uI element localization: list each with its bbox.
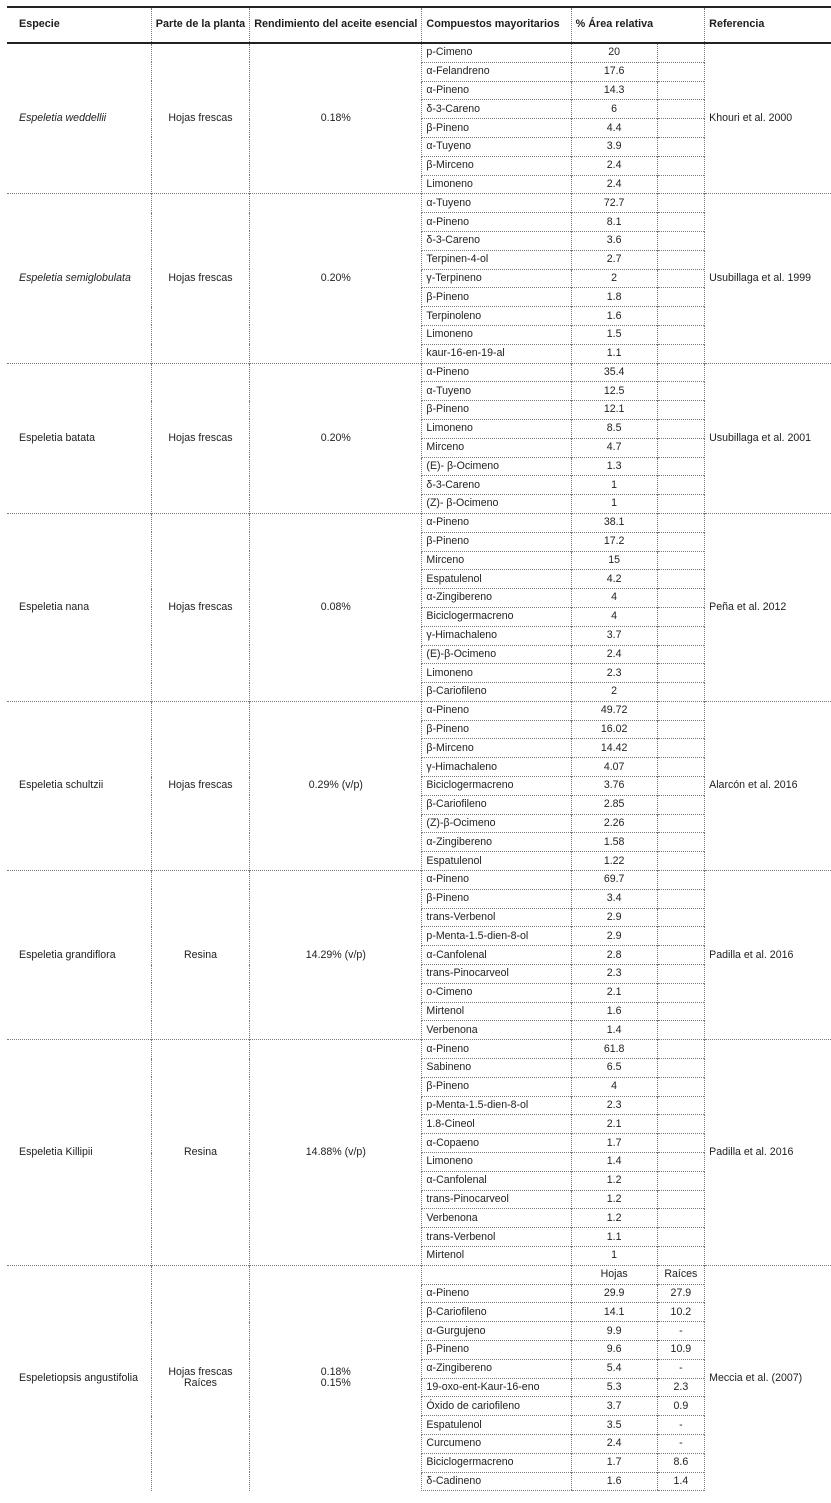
compound-area-2	[657, 62, 705, 81]
compound-area: 1.3	[571, 457, 657, 476]
compound-area-hojas: 1.6	[571, 1472, 657, 1491]
compound-name: α-Zingibereno	[422, 1359, 571, 1378]
compound-area-hojas: 1.7	[571, 1453, 657, 1472]
compound-area: 1.1	[571, 1228, 657, 1247]
reference-cell: Alarcón et al. 2016	[705, 701, 831, 870]
compound-name: α-Pineno	[422, 1040, 571, 1059]
compound-area-raices: 1.4	[657, 1472, 705, 1491]
plant-part-cell: Resina	[151, 1040, 249, 1266]
essential-oil-table	[7, 6, 831, 1491]
compound-area-2	[657, 739, 705, 758]
compound-name: p-Menta-1.5-dien-8-ol	[422, 1096, 571, 1115]
header-empty	[657, 7, 705, 43]
compound-area: 3.76	[571, 777, 657, 796]
compound-name: α-Pineno	[422, 1284, 571, 1303]
yield-line: 0.15%	[320, 1377, 351, 1390]
header-parte: Parte de la planta	[151, 7, 249, 43]
compound-area-2	[657, 401, 705, 420]
compound-area-2	[657, 495, 705, 514]
plant-part-cell: Hojas frescas	[151, 701, 249, 870]
compound-area-2	[657, 833, 705, 852]
compound-area: 6	[571, 100, 657, 119]
compound-area-2	[657, 777, 705, 796]
compound-name: Curcumeno	[422, 1434, 571, 1453]
compound-area-2	[657, 1077, 705, 1096]
compound-area: 1.2	[571, 1171, 657, 1190]
compound-area-hojas: 5.3	[571, 1378, 657, 1397]
compound-area-2	[657, 156, 705, 175]
compound-area-hojas: 3.5	[571, 1416, 657, 1435]
compound-area: 2.9	[571, 908, 657, 927]
compound-area-2	[657, 43, 705, 62]
compound-name: trans-Pinocarveol	[422, 1190, 571, 1209]
compound-area: 3.4	[571, 889, 657, 908]
compound-area: 1.4	[571, 1021, 657, 1040]
reference-cell: Padilla et al. 2016	[705, 1040, 831, 1266]
compound-name: β-Pineno	[422, 720, 571, 739]
species-cell: Espeletia semiglobulata	[7, 194, 151, 363]
compound-name: Mirtenol	[422, 1247, 571, 1266]
compound-area-raices: -	[657, 1434, 705, 1453]
table-row	[7, 363, 831, 382]
compound-area-2	[657, 175, 705, 194]
compound-name: γ-Terpineno	[422, 269, 571, 288]
compound-name: β-Pineno	[422, 1340, 571, 1359]
compound-name: β-Cariofileno	[422, 683, 571, 702]
compound-area: 1.2	[571, 1190, 657, 1209]
compound-area-2	[657, 250, 705, 269]
compound-area-2	[657, 344, 705, 363]
compound-name	[422, 1265, 571, 1284]
sub-header-hojas: Hojas	[571, 1265, 657, 1284]
compound-area: 4	[571, 589, 657, 608]
compound-area: 2.3	[571, 965, 657, 984]
compound-area-2	[657, 1115, 705, 1134]
reference-cell: Khouri et al. 2000	[705, 43, 831, 194]
compound-name: α-Gurgujeno	[422, 1322, 571, 1341]
compound-name: Mirtenol	[422, 1002, 571, 1021]
compound-name: Espatulenol	[422, 852, 571, 871]
compound-name: α-Canfolenal	[422, 1171, 571, 1190]
compound-name: 19-oxo-ent-Kaur-16-eno	[422, 1378, 571, 1397]
compound-area: 14.42	[571, 739, 657, 758]
reference-cell: Peña et al. 2012	[705, 513, 831, 701]
table-row	[7, 871, 831, 890]
compound-name: o-Cimeno	[422, 983, 571, 1002]
plant-part-cell: Hojas frescas	[151, 194, 249, 363]
compound-area-2	[657, 871, 705, 890]
compound-area: 8.5	[571, 419, 657, 438]
compound-area: 2.9	[571, 927, 657, 946]
compound-name: Biciclogermacreno	[422, 607, 571, 626]
compound-area: 1	[571, 476, 657, 495]
compound-area-2	[657, 1096, 705, 1115]
compound-name: trans-Pinocarveol	[422, 965, 571, 984]
compound-area: 2	[571, 683, 657, 702]
compound-area-raices: 2.3	[657, 1378, 705, 1397]
compound-area-raices: -	[657, 1416, 705, 1435]
compound-name: Óxido de cariofileno	[422, 1397, 571, 1416]
compound-name: α-Pineno	[422, 363, 571, 382]
compound-area: 1.22	[571, 852, 657, 871]
compound-name: α-Tuyeno	[422, 194, 571, 213]
compound-area-hojas: 14.1	[571, 1303, 657, 1322]
compound-area-2	[657, 382, 705, 401]
compound-name: β-Mirceno	[422, 739, 571, 758]
compound-area: 2.4	[571, 175, 657, 194]
compound-area: 35.4	[571, 363, 657, 382]
compound-area: 2	[571, 269, 657, 288]
compound-area-2	[657, 908, 705, 927]
compound-area-hojas: 2.4	[571, 1434, 657, 1453]
compound-name: δ-Cadineno	[422, 1472, 571, 1491]
yield-cell: 0.18%	[250, 43, 422, 194]
compound-name: trans-Verbenol	[422, 1228, 571, 1247]
compound-area: 14.3	[571, 81, 657, 100]
compound-area: 1.8	[571, 288, 657, 307]
yield-cell: 14.29% (v/p)	[250, 871, 422, 1040]
compound-area: 17.6	[571, 62, 657, 81]
species-cell: Espeletia nana	[7, 513, 151, 701]
compound-area-2	[657, 513, 705, 532]
compound-area-2	[657, 645, 705, 664]
compound-area: 49.72	[571, 701, 657, 720]
compound-name: Sabineno	[422, 1059, 571, 1078]
compound-area-2	[657, 795, 705, 814]
compound-area-hojas: 5.4	[571, 1359, 657, 1378]
compound-area: 4.2	[571, 570, 657, 589]
compound-name: Limoneno	[422, 175, 571, 194]
compound-name: α-Pineno	[422, 701, 571, 720]
compound-area: 4	[571, 1077, 657, 1096]
compound-area: 20	[571, 43, 657, 62]
species-cell: Espeletiopsis angustifolia	[7, 1265, 151, 1491]
compound-area-2	[657, 720, 705, 739]
compound-area-raices: 8.6	[657, 1453, 705, 1472]
compound-area-raices: 10.9	[657, 1340, 705, 1359]
compound-area: 1.4	[571, 1153, 657, 1172]
compound-name: (E)- β-Ocimeno	[422, 457, 571, 476]
compound-area-2	[657, 419, 705, 438]
compound-area-2	[657, 1134, 705, 1153]
compound-area-2	[657, 1021, 705, 1040]
compound-area-2	[657, 476, 705, 495]
compound-name: Biciclogermacreno	[422, 1453, 571, 1472]
plant-part-cell	[151, 1265, 249, 1491]
compound-area-2	[657, 288, 705, 307]
compound-name: β-Cariofileno	[422, 795, 571, 814]
compound-area: 1	[571, 1247, 657, 1266]
compound-area: 4.07	[571, 758, 657, 777]
compound-area-raices: 27.9	[657, 1284, 705, 1303]
compound-name: α-Pineno	[422, 213, 571, 232]
compound-name: β-Pineno	[422, 889, 571, 908]
compound-area-2	[657, 1228, 705, 1247]
compound-area: 2.4	[571, 645, 657, 664]
compound-name: trans-Verbenol	[422, 908, 571, 927]
sub-header-row	[7, 1265, 831, 1284]
compound-area-2	[657, 1153, 705, 1172]
reference-cell: Usubillaga et al. 1999	[705, 194, 831, 363]
compound-name: Limoneno	[422, 419, 571, 438]
compound-area-2	[657, 363, 705, 382]
compound-name: Terpinen-4-ol	[422, 250, 571, 269]
compound-area-2	[657, 664, 705, 683]
compound-name: (E)-β-Ocimeno	[422, 645, 571, 664]
compound-area-2	[657, 683, 705, 702]
compound-area: 2.85	[571, 795, 657, 814]
compound-name: α-Zingibereno	[422, 589, 571, 608]
compound-name: α-Zingibereno	[422, 833, 571, 852]
compound-area-hojas: 3.7	[571, 1397, 657, 1416]
compound-area-2	[657, 852, 705, 871]
compound-area: 2.26	[571, 814, 657, 833]
compound-area: 12.1	[571, 401, 657, 420]
plant-part-cell: Resina	[151, 871, 249, 1040]
compound-name: β-Cariofileno	[422, 1303, 571, 1322]
compound-area: 1.5	[571, 325, 657, 344]
plant-part-cell: Hojas frescas	[151, 513, 249, 701]
compound-name: Espatulenol	[422, 570, 571, 589]
compound-area-2	[657, 701, 705, 720]
yield-cell	[250, 1265, 422, 1491]
compound-name: β-Pineno	[422, 288, 571, 307]
compound-name: p-Cimeno	[422, 43, 571, 62]
compound-name: β-Mirceno	[422, 156, 571, 175]
compound-name: Mirceno	[422, 551, 571, 570]
compound-name: 1.8-Cineol	[422, 1115, 571, 1134]
compound-area-2	[657, 81, 705, 100]
compound-name: α-Copaeno	[422, 1134, 571, 1153]
reference-cell: Meccia et al. (2007)	[705, 1265, 831, 1491]
compound-name: Terpinoleno	[422, 307, 571, 326]
compound-name: α-Tuyeno	[422, 382, 571, 401]
compound-area-raices: -	[657, 1322, 705, 1341]
compound-area: 2.3	[571, 664, 657, 683]
yield-cell: 0.29% (v/p)	[250, 701, 422, 870]
yield-cell: 0.20%	[250, 363, 422, 513]
compound-area-2	[657, 1190, 705, 1209]
compound-area-2	[657, 1059, 705, 1078]
compound-area-2	[657, 1040, 705, 1059]
yield-cell: 0.08%	[250, 513, 422, 701]
compound-area-2	[657, 946, 705, 965]
species-cell: Espeletia grandiflora	[7, 871, 151, 1040]
reference-cell: Padilla et al. 2016	[705, 871, 831, 1040]
yield-line: 0.18%	[320, 1366, 351, 1379]
compound-area-2	[657, 589, 705, 608]
compound-area: 1.58	[571, 833, 657, 852]
compound-name: δ-3-Careno	[422, 476, 571, 495]
compound-area-2	[657, 137, 705, 156]
compound-name: Verbenona	[422, 1021, 571, 1040]
compound-area: 3.7	[571, 626, 657, 645]
compound-name: α-Canfolenal	[422, 946, 571, 965]
species-cell: Espeletia weddellii	[7, 43, 151, 194]
compound-area: 1.6	[571, 307, 657, 326]
compound-name: Limoneno	[422, 1153, 571, 1172]
compound-area-2	[657, 231, 705, 250]
compound-area: 1.7	[571, 1134, 657, 1153]
compound-area-2	[657, 889, 705, 908]
compound-area-2	[657, 438, 705, 457]
compound-area-2	[657, 1002, 705, 1021]
compound-area-2	[657, 983, 705, 1002]
compound-area: 1.2	[571, 1209, 657, 1228]
compound-area-2	[657, 307, 705, 326]
compound-area: 8.1	[571, 213, 657, 232]
table-row	[7, 43, 831, 62]
compound-area: 2.3	[571, 1096, 657, 1115]
species-cell: Espeletia batata	[7, 363, 151, 513]
compound-name: α-Tuyeno	[422, 137, 571, 156]
species-cell: Espeletia schultzii	[7, 701, 151, 870]
compound-name: β-Pineno	[422, 401, 571, 420]
compound-name: (Z)-β-Ocimeno	[422, 814, 571, 833]
compound-name: (Z)- β-Ocimeno	[422, 495, 571, 514]
compound-area: 2.8	[571, 946, 657, 965]
yield-cell: 14.88% (v/p)	[250, 1040, 422, 1266]
header-compuestos: Compuestos mayoritarios	[422, 7, 571, 43]
compound-area: 1	[571, 495, 657, 514]
compound-name: Verbenona	[422, 1209, 571, 1228]
compound-area: 16.02	[571, 720, 657, 739]
compound-name: α-Pineno	[422, 871, 571, 890]
compound-name: Limoneno	[422, 664, 571, 683]
compound-area-2	[657, 814, 705, 833]
compound-area: 61.8	[571, 1040, 657, 1059]
compound-area-2	[657, 570, 705, 589]
table-row	[7, 701, 831, 720]
header-especie: Especie	[7, 7, 151, 43]
compound-area: 2.1	[571, 983, 657, 1002]
compound-area: 69.7	[571, 871, 657, 890]
compound-area-raices: -	[657, 1359, 705, 1378]
compound-area-2	[657, 100, 705, 119]
compound-name: Mirceno	[422, 438, 571, 457]
reference-cell: Usubillaga et al. 2001	[705, 363, 831, 513]
compound-name: p-Menta-1.5-dien-8-ol	[422, 927, 571, 946]
compound-name: Espatulenol	[422, 1416, 571, 1435]
compound-area-2	[657, 269, 705, 288]
compound-area: 15	[571, 551, 657, 570]
compound-area-2	[657, 626, 705, 645]
compound-area-2	[657, 457, 705, 476]
compound-name: δ-3-Careno	[422, 231, 571, 250]
compound-area: 2.4	[571, 156, 657, 175]
compound-name: Biciclogermacreno	[422, 777, 571, 796]
table-row	[7, 1040, 831, 1059]
plant-part-cell: Hojas frescas	[151, 363, 249, 513]
compound-area: 4	[571, 607, 657, 626]
species-cell: Espeletia Killipii	[7, 1040, 151, 1266]
compound-area: 1.1	[571, 344, 657, 363]
compound-name: γ-Himachaleno	[422, 758, 571, 777]
compound-area-hojas: 9.6	[571, 1340, 657, 1359]
compound-name: α-Felandreno	[422, 62, 571, 81]
compound-area-2	[657, 213, 705, 232]
compound-area-2	[657, 1171, 705, 1190]
compound-area: 72.7	[571, 194, 657, 213]
compound-name: α-Pineno	[422, 513, 571, 532]
compound-area-2	[657, 325, 705, 344]
compound-area-2	[657, 1209, 705, 1228]
compound-area-2	[657, 551, 705, 570]
plant-part-cell: Hojas frescas	[151, 43, 249, 194]
compound-name: γ-Himachaleno	[422, 626, 571, 645]
sub-header-raices: Raíces	[657, 1265, 705, 1284]
compound-area-2	[657, 1247, 705, 1266]
header-rendimiento: Rendimiento del aceite esencial	[250, 7, 422, 43]
compound-area: 1.6	[571, 1002, 657, 1021]
plant-part-line: Raíces	[184, 1377, 217, 1390]
compound-area: 4.7	[571, 438, 657, 457]
compound-area-2	[657, 758, 705, 777]
compound-area: 12.5	[571, 382, 657, 401]
compound-name: β-Pineno	[422, 532, 571, 551]
compound-area-2	[657, 532, 705, 551]
compound-area: 4.4	[571, 119, 657, 138]
header-row	[7, 7, 831, 43]
compound-name: kaur-16-en-19-al	[422, 344, 571, 363]
compound-area-hojas: 9.9	[571, 1322, 657, 1341]
compound-area-2	[657, 607, 705, 626]
compound-area-raices: 0.9	[657, 1397, 705, 1416]
compound-area-raices: 10.2	[657, 1303, 705, 1322]
compound-area: 6.5	[571, 1059, 657, 1078]
compound-name: β-Pineno	[422, 1077, 571, 1096]
table-row	[7, 194, 831, 213]
compound-area: 3.6	[571, 231, 657, 250]
header-referencia: Referencia	[705, 7, 831, 43]
compound-area: 3.9	[571, 137, 657, 156]
table-row	[7, 513, 831, 532]
compound-name: β-Pineno	[422, 119, 571, 138]
compound-area-2	[657, 119, 705, 138]
compound-area: 38.1	[571, 513, 657, 532]
compound-name: Limoneno	[422, 325, 571, 344]
compound-area: 2.7	[571, 250, 657, 269]
compound-area-2	[657, 927, 705, 946]
compound-area-2	[657, 194, 705, 213]
compound-name: α-Pineno	[422, 81, 571, 100]
compound-area: 17.2	[571, 532, 657, 551]
compound-name: δ-3-Careno	[422, 100, 571, 119]
yield-cell: 0.20%	[250, 194, 422, 363]
compound-area-2	[657, 965, 705, 984]
compound-area: 2.1	[571, 1115, 657, 1134]
header-area: % Área relativa	[571, 7, 657, 43]
plant-part-line: Hojas frescas	[168, 1366, 233, 1379]
compound-area-hojas: 29.9	[571, 1284, 657, 1303]
